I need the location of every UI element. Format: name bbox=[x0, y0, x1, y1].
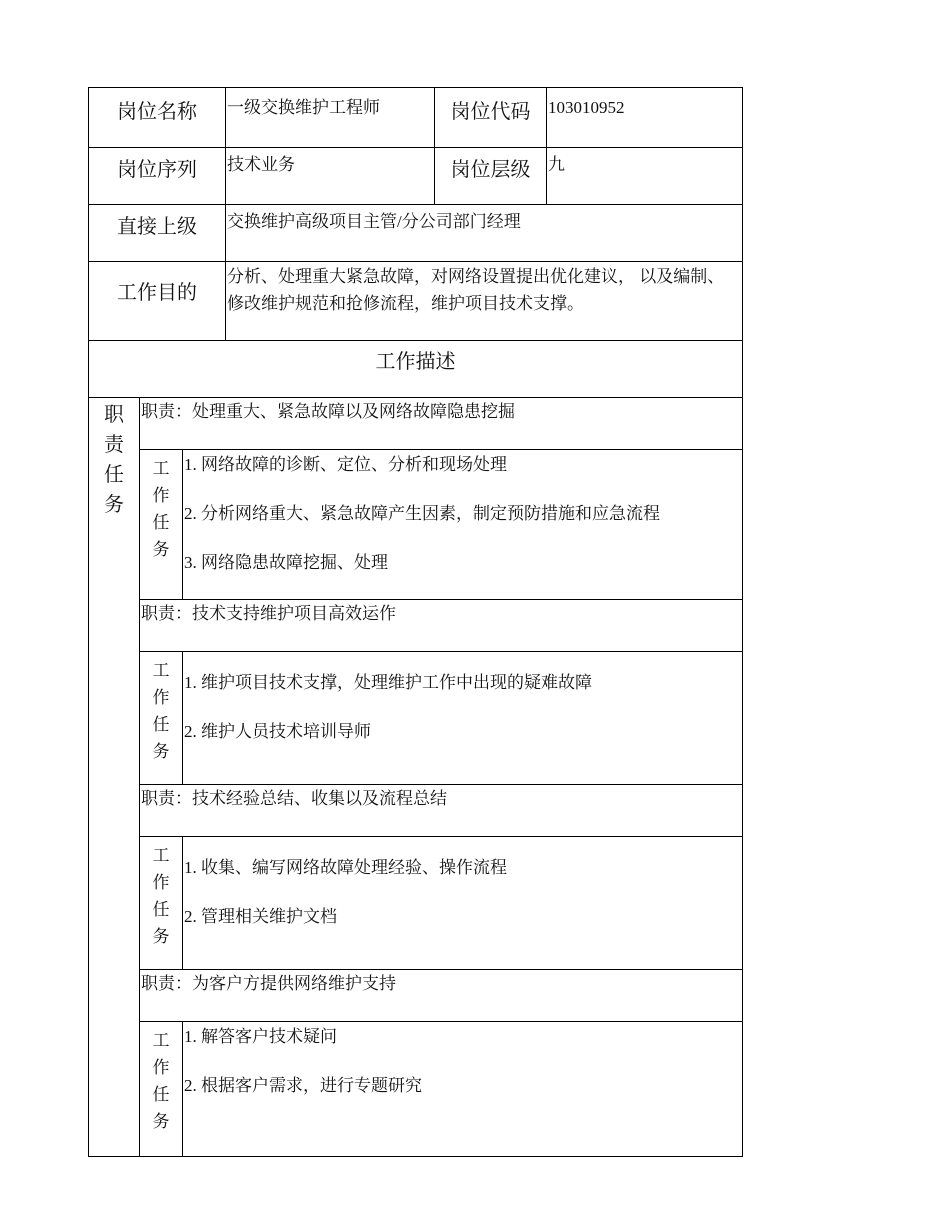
task-item: 1. 解答客户技术疑问 bbox=[184, 1027, 337, 1046]
description-header: 工作描述 bbox=[88, 341, 743, 398]
duty-title: 职责：为客户方提供网络维护支持 bbox=[140, 970, 742, 1022]
duty-title: 职责：技术经验总结、收集以及流程总结 bbox=[140, 785, 742, 837]
duty-tasks bbox=[140, 450, 742, 600]
level-label: 岗位层级 bbox=[435, 148, 547, 204]
purpose-label: 工作目的 bbox=[89, 262, 226, 340]
row-supervisor bbox=[88, 205, 743, 262]
task-item: 2. 维护人员技术培训导师 bbox=[184, 722, 371, 741]
task-item: 1. 维护项目技术支撑，处理维护工作中出现的疑难故障 bbox=[184, 673, 592, 692]
duties-list bbox=[140, 398, 742, 1156]
row-position-name bbox=[88, 87, 743, 148]
position-code-label: 岗位代码 bbox=[435, 88, 547, 147]
task-side-label bbox=[140, 450, 183, 599]
duties-side-label bbox=[89, 398, 140, 1156]
task-side-char: 工 bbox=[152, 459, 170, 478]
row-purpose bbox=[88, 262, 743, 341]
task-side-char: 工 bbox=[152, 661, 170, 680]
task-list bbox=[183, 450, 742, 599]
position-code-value: 103010952 bbox=[548, 98, 625, 117]
task-side-char: 任 bbox=[152, 715, 170, 734]
duty-title: 职责：处理重大、紧急故障以及网络故障隐患挖掘 bbox=[140, 398, 742, 450]
job-description-table bbox=[88, 87, 743, 1157]
supervisor-value: 交换维护高级项目主管/分公司部门经理 bbox=[227, 212, 521, 231]
side-char: 任 bbox=[104, 464, 124, 486]
duty-tasks bbox=[140, 837, 742, 970]
task-item: 1. 网络故障的诊断、定位、分析和现场处理 bbox=[184, 455, 507, 474]
position-name-value: 一级交换维护工程师 bbox=[226, 88, 435, 147]
description-body bbox=[88, 398, 743, 1157]
side-char: 责 bbox=[104, 434, 124, 456]
task-side-char: 工 bbox=[152, 846, 170, 865]
task-side-char: 任 bbox=[152, 900, 170, 919]
sequence-value: 技术业务 bbox=[226, 148, 435, 204]
task-side-char: 务 bbox=[152, 1112, 170, 1131]
position-name-label: 岗位名称 bbox=[89, 88, 226, 147]
task-list bbox=[183, 652, 742, 784]
task-side-label bbox=[140, 652, 183, 784]
sequence-label: 岗位序列 bbox=[89, 148, 226, 204]
purpose-value: 分析、处理重大紧急故障，对网络设置提出优化建议， 以及编制、修改维护规范和抢修流程，维护项目技术支撑。 bbox=[227, 267, 725, 313]
task-side-char: 任 bbox=[152, 1085, 170, 1104]
task-side-char: 任 bbox=[152, 513, 170, 532]
task-side-char: 务 bbox=[152, 742, 170, 761]
task-side-label bbox=[140, 1022, 183, 1156]
task-side-char: 务 bbox=[152, 540, 170, 559]
duty-tasks bbox=[140, 652, 742, 785]
task-side-label bbox=[140, 837, 183, 969]
task-item: 3. 网络隐患故障挖掘、处理 bbox=[184, 553, 388, 572]
task-item: 1. 收集、编写网络故障处理经验、操作流程 bbox=[184, 858, 507, 877]
side-char: 职 bbox=[104, 404, 124, 426]
duty-title: 职责：技术支持维护项目高效运作 bbox=[140, 600, 742, 652]
side-char: 务 bbox=[104, 494, 124, 516]
task-side-char: 作 bbox=[152, 688, 170, 707]
duty-tasks bbox=[140, 1022, 742, 1156]
task-side-char: 作 bbox=[152, 873, 170, 892]
task-side-char: 工 bbox=[152, 1031, 170, 1050]
supervisor-label: 直接上级 bbox=[89, 205, 226, 261]
task-side-char: 务 bbox=[152, 927, 170, 946]
task-item: 2. 分析网络重大、紧急故障产生因素，制定预防措施和应急流程 bbox=[184, 504, 660, 523]
task-side-char: 作 bbox=[152, 486, 170, 505]
level-value: 九 bbox=[548, 155, 565, 174]
task-item: 2. 管理相关维护文档 bbox=[184, 907, 337, 926]
row-sequence bbox=[88, 148, 743, 205]
task-item: 2. 根据客户需求，进行专题研究 bbox=[184, 1076, 422, 1095]
task-list bbox=[183, 837, 742, 969]
task-side-char: 作 bbox=[152, 1058, 170, 1077]
task-list bbox=[183, 1022, 742, 1156]
